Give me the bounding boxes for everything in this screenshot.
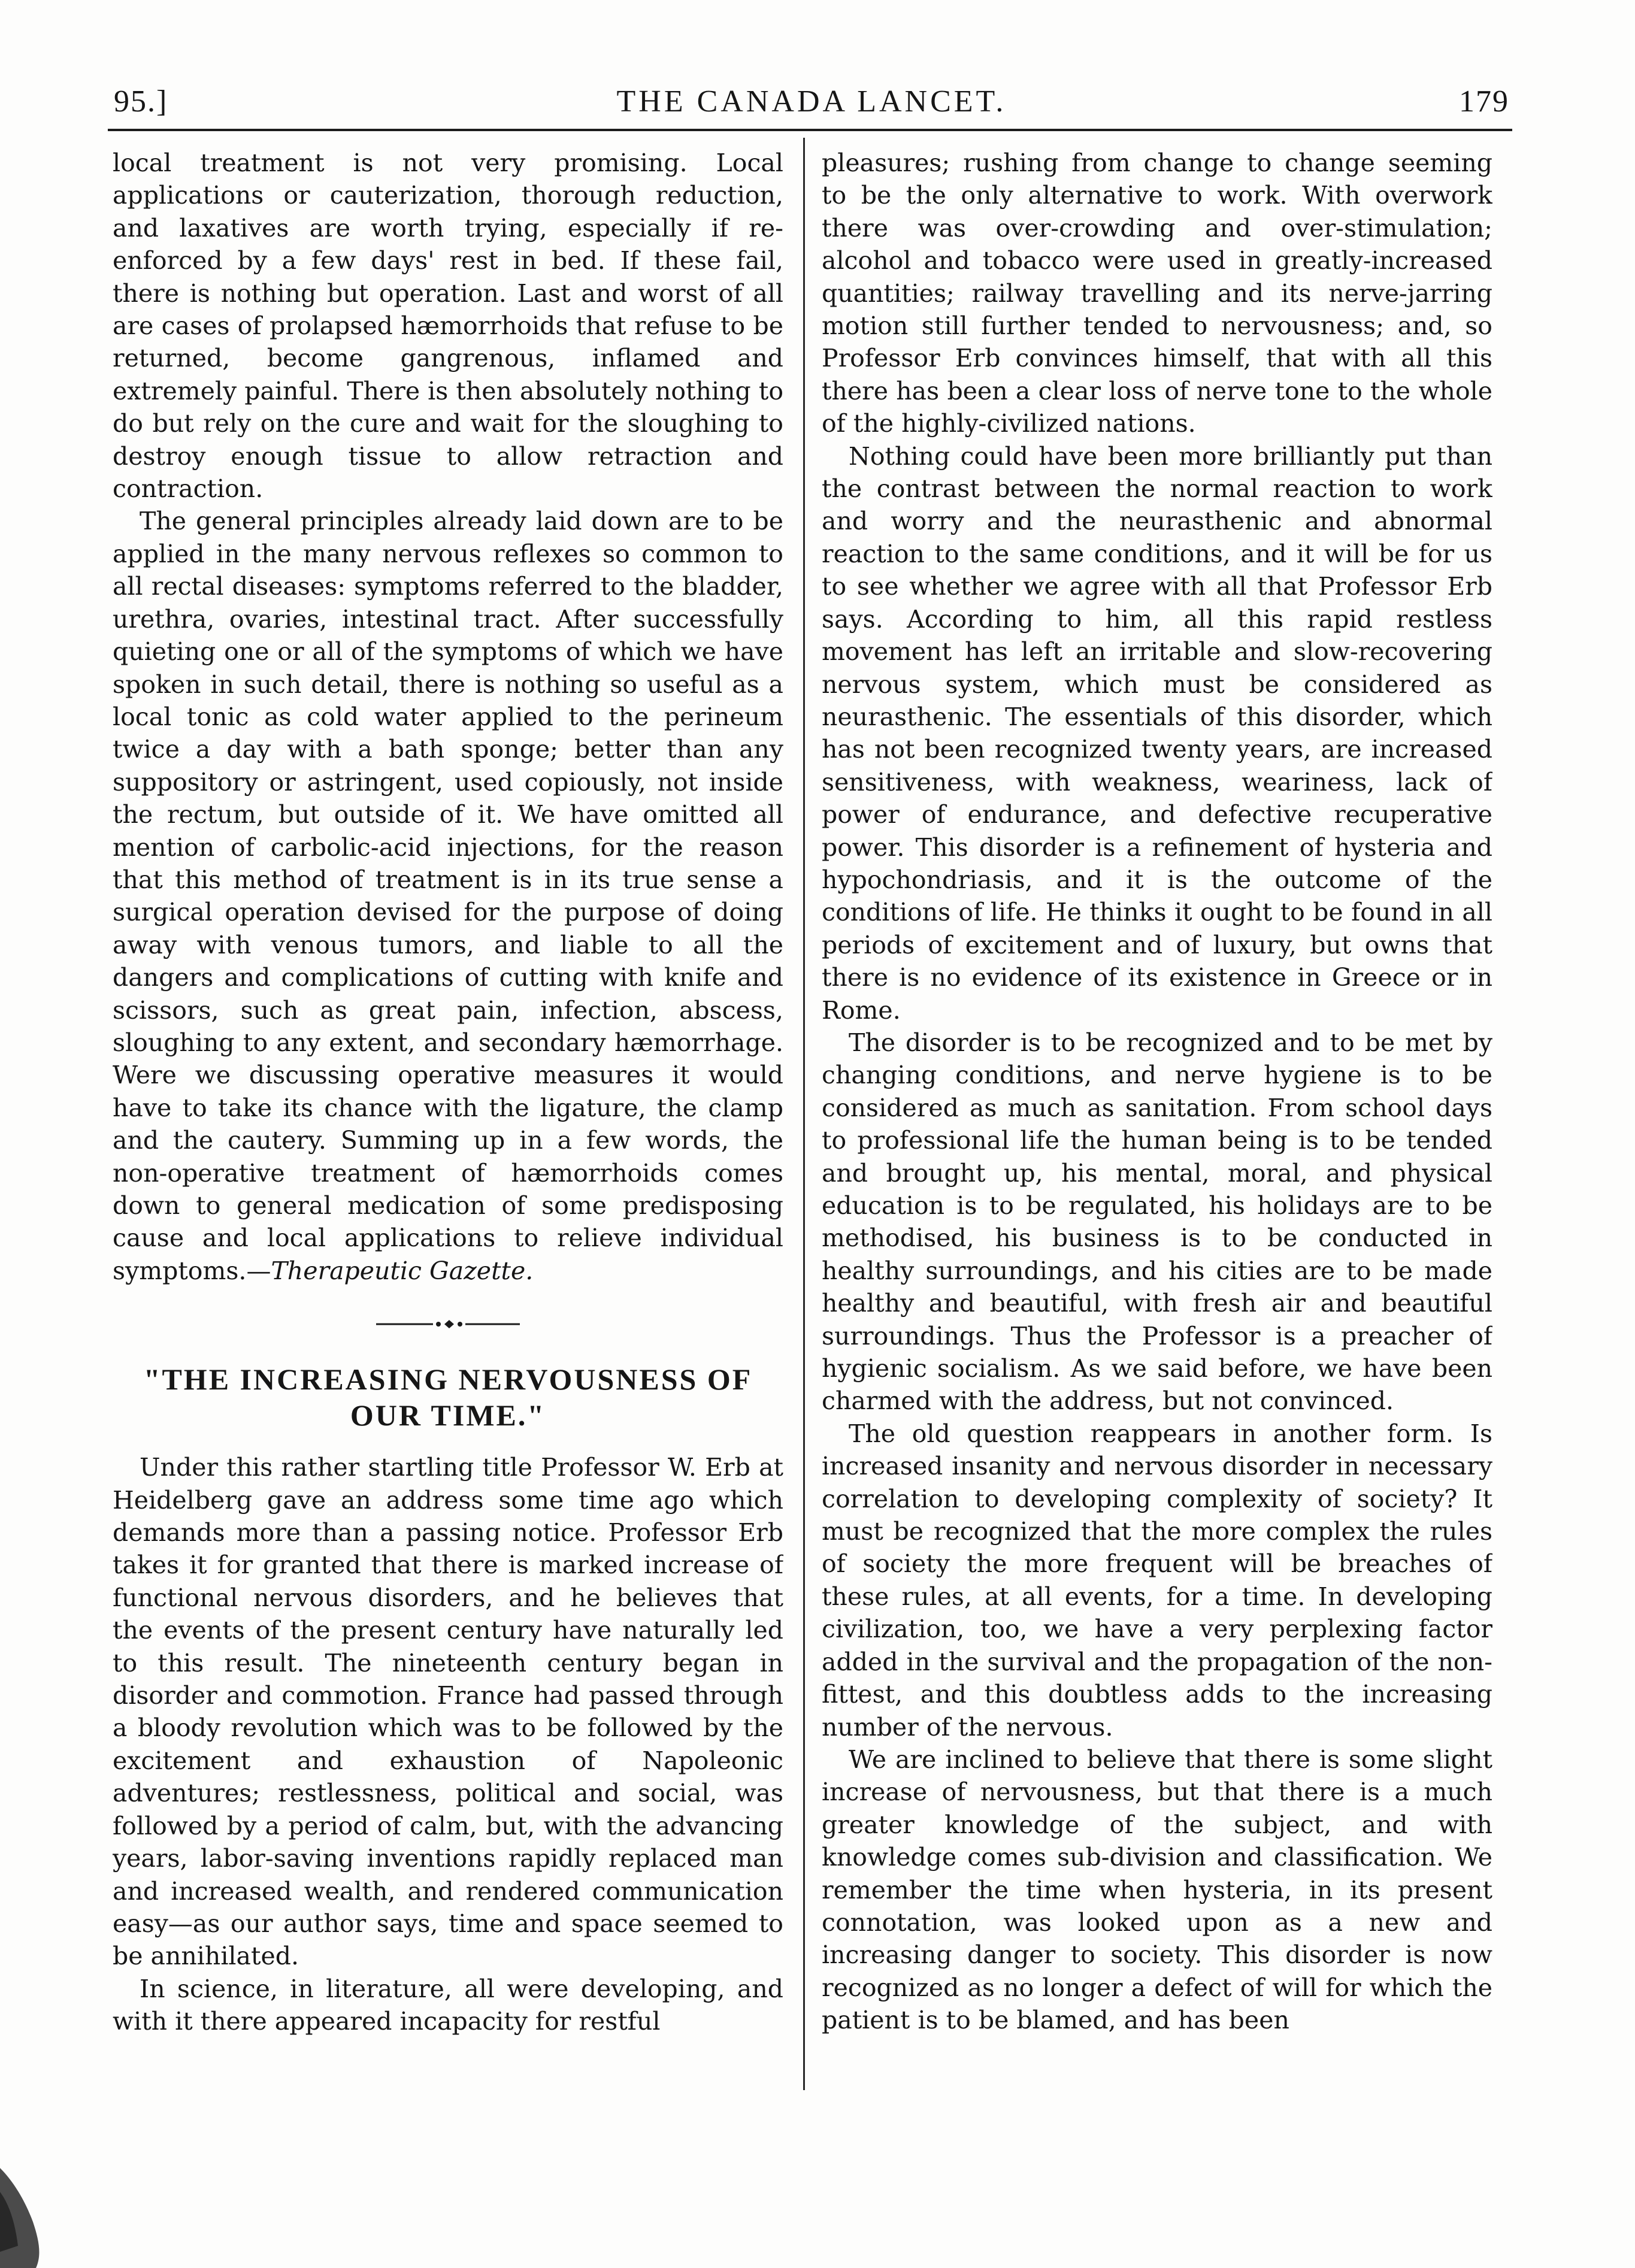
right-column (822, 147, 1492, 2099)
paragraph-treatment: local treatment is not very promising. Local applications or cauterization, thorough reduction, and laxatives are worth trying, especially if re-enforced by a few days' rest in bed. If these fail, there is nothing but operation. Last and worst of all are cases of prolapsed hæmorrhoids that refuse to be returned, become gangrenous, inflamed and extremely painful. There is then absolutely nothing to do but rely on the cure and wait for the sloughing to destroy enough tissue to allow retraction and contraction. (113, 149, 783, 504)
paragraph-neurasthenic: Nothing could have been more brilliantly put than the contrast between the normal reaction to work and worry and the neurasthenic and abnormal reaction to the same conditions, and it will be for us to see whether we agree with all that Professor Erb says. According to him, all this rapid restless movement has left an irritable and slow-recovering nervous system, which must be considered as neurasthenic. The essentials of this disorder, which has not been recognized twenty years, are increased sensitiveness, with weakness, weariness, lack of power of endurance, and defective recuperative power. This disorder is a refinement of hysteria and hypochondriasis, and it is the outcome of the conditions of life. He thinks it ought to be found in all periods of excitement and of luxury, but owns that there is no evidence of its existence in Greece or in Rome. (822, 441, 1492, 1025)
section-divider-ornament (376, 1317, 520, 1331)
page-reference: 95.] (114, 84, 168, 119)
page-number: 179 (1459, 84, 1509, 119)
paragraph-general-principles (113, 505, 783, 1287)
header-rule (108, 129, 1512, 131)
scan-edge-shadow (0, 2132, 72, 2268)
journal-title: THE CANADA LANCET. (616, 84, 1007, 119)
paragraph-general-principles-text: The general principles already laid down are to be applied in the many nervous reflexes so common to all rectal diseases: symptoms referred to the bladder, urethra, ovaries, intestinal tract. After successfully quieting one or all of the symptoms of which we have spoken in such detail, there is nothing so useful as a local tonic as cold water applied to the perineum twice a day with a bath sponge; better than any suppository or astringent, used copiously, not inside the rectum, but outside of it. We have omitted all mention of carbolic-acid injections, for the reason that this method of treatment is in its true sense a surgical operation devised for the purpose of doing away with venous tumors, and liable to all the dangers and complications of cutting with knife and scissors, such as great pain, infection, abscess, sloughing to any extent, and secondary hæmorrhage. Were we discussing operative measures it would have to take its chance with the ligature, the clamp and the cautery. Summing up in a few words, the non-operative treatment of hæmorrhoids comes down to general medication of some predisposing cause and local applications to relieve individual symptoms.— (113, 507, 783, 1285)
paragraph-nerve-hygiene: The disorder is to be recognized and to be met by changing conditions, and nerve hygiene is to be considered as much as sanitation. From school days to professional life the human being is to be tended and brought up, his mental, moral, and physical education is to be regulated, his holidays are to be methodised, his business is to be conducted in healthy surroundings, and his cities are to be made healthy and beautiful, with fresh air and beautiful surroundings. Thus the Professor is a preacher of hygienic socialism. As we said before, we have been charmed with the address, but not convinced. (822, 1028, 1492, 1416)
left-column (113, 147, 783, 2099)
paragraph-erb-address: Under this rather startling title Professor W. Erb at Heidelberg gave an address some time ago which demands more than a passing notice. Professor Erb takes it for granted that there is marked increase of functional nervous disorders, and he believes that the events of the present century have naturally led to this result. The nineteenth century began in disorder and commotion. France had passed through a bloody revolution which was to be followed by the excitement and exhaustion of Napoleonic adventures; restlessness, political and social, was followed by a period of calm, but, with the advancing years, labor-saving inventions rapidly replaced man and increased wealth, and rendered communication easy—as our author says, time and space seemed to be annihilated. (113, 1453, 783, 1971)
running-head (114, 84, 1509, 126)
source-attribution: Therapeutic Gazette. (271, 1256, 534, 1285)
article-title: "THE INCREASING NERVOUSNESS OF OUR TIME." (143, 1362, 753, 1433)
paragraph-knowledge: We are inclined to believe that there is some slight increase of nervousness, but that there is a much greater knowledge of the subject, and with knowledge comes sub-division and classification. We remember the time when hysteria, in its present connotation, was looked upon as a new and increasing danger to society. This disorder is now recognized as no longer a defect of will for which the patient is to be blamed, and has been (822, 1745, 1492, 2035)
column-rule (803, 138, 805, 2090)
paragraph-pleasures: pleasures; rushing from change to change seeming to be the only alternative to work. With overwork there was over-crowding and over-stimulation; alcohol and tobacco were used in greatly-increased quantities; railway travelling and its nerve-jarring motion still further tended to nervousness; and, so Professor Erb convinces himself, that with all this there has been a clear loss of nerve tone to the whole of the highly-civilized nations. (822, 149, 1492, 438)
paragraph-science-literature: In science, in literature, all were developing, and with it there appeared incapacity for restful (113, 1974, 783, 2036)
paragraph-old-question: The old question reappears in another form. Is increased insanity and nervous disorder in necessary correlation to developing complexity of society? It must be recognized that the more complex the rules of society the more frequent will be breaches of these rules, at all events, for a time. In developing civilization, too, we have a very perplexing factor added in the survival and the propagation of the non-fittest, and this doubtless adds to the increasing number of the nervous. (822, 1419, 1492, 1742)
